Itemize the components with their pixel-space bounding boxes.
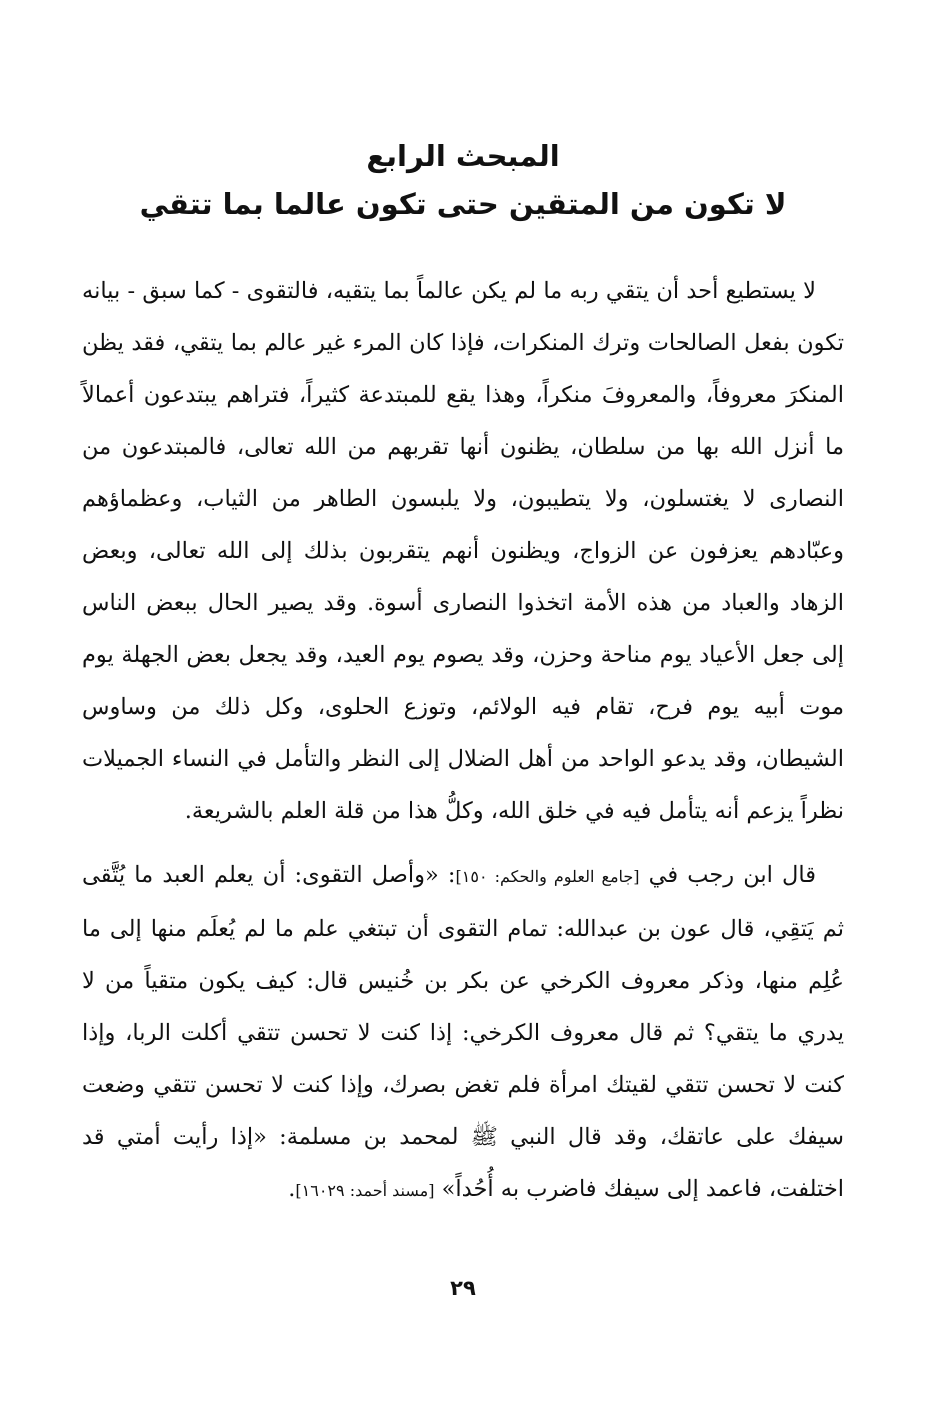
chapter-label: المبحث الرابع (366, 139, 560, 173)
section-heading (120, 132, 806, 228)
citation-musnad-ahmad: [مسند أحمد: ١٦٠٢٩] (295, 1181, 435, 1200)
paragraph-1: لا يستطيع أحد أن يتقي ربه ما لم يكن عالماً بما يتقيه، فالتقوى - كما سبق - بيانه تكون بفعل الصالحات وترك المنكرات، فإذا كان المرء غير عالم بما يتقي، فقد يظن المنكرَ معروفاً، والمعروفَ منكراً، وهذا يقع للمبتدعة كثيراً، فتراهم يبتدعون أعمالاً ما أنزل الله بها من سلطان، يظنون أنها تقربهم من الله تعالى، فالمبتدعون من النصارى لا يغتسلون، ولا يتطيبون، ولا يلبسون الطاهر من الثياب، وعظماؤهم وعبّادهم يعزفون عن الزواج، ويظنون أنهم يتقربون بذلك إلى الله تعالى، وبعض الزهاد والعباد من هذه الأمة اتخذوا النصارى أسوة. وقد يصير الحال ببعض الناس إلى جعل الأعياد يوم مناحة وحزن، وقد يصوم يوم العيد، وقد يجعل بعض الجهلة يوم موت أبيه يوم فرح، تقام فيه الولائم، وتوزع الحلوى، وكل ذلك من وساوس الشيطان، وقد يدعو الواحد من أهل الضلال إلى النظر والتأمل في النساء الجميلات نظراً يزعم أنه يتأمل فيه في خلق الله، وكلُّ هذا من قلة العلم بالشريعة. (82, 278, 844, 824)
paragraph-2-tail: . (288, 1176, 296, 1202)
section-title: لا تكون من المتقين حتى تكون عالما بما تتقي (139, 187, 787, 221)
citation-jami-al-ulum: [جامع العلوم والحكم: ١٥٠] (455, 867, 640, 886)
paragraph-2-body: : «وأصل التقوى: أن يعلم العبد ما يُتَّقى ثم يَتقِي، قال عون بن عبدالله: تمام التقوى أن تبتغي علم ما لم يُعلَم منها إلى ما عُلِم منها، وذكر معروف الكرخي عن بكر بن خُنيس قال: كيف يكون متقياً من لا يدري ما يتقي؟ ثم قال معروف الكرخي: إذا كنت لا تحسن تتقي أكلت الربا، وإذا كنت لا تحسن تتقي لقيتك امرأة فلم تغض بصرك، وإذا كنت لا تحسن تتقي وضعت سيفك على عاتقك، وقد قال النبي ﷺ لمحمد بن مسلمة: «إذا رأيت أمتي قد اختلفت، فاعمد إلى سيفك فاضرب به أُحُداً» (82, 862, 844, 1202)
paragraph-2-lead: قال ابن رجب في (648, 862, 817, 888)
body-text (82, 265, 844, 1229)
paragraph-2 (82, 849, 844, 1217)
page-number: ٢٩ (450, 1276, 476, 1300)
